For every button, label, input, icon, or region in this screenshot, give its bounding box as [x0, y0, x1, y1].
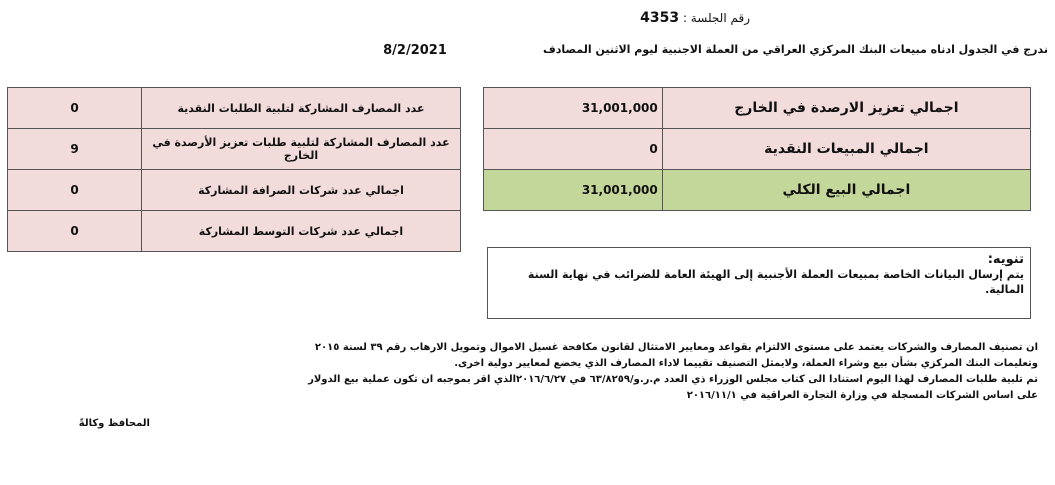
table-cell-label: اجمالي المبيعات النقدية — [662, 129, 1030, 170]
intro-text: ندرج في الجدول ادناه مبيعات البنك المركزي العراقي من العملة الاجنبية ليوم الاثنين المصادف — [542, 43, 1048, 56]
table-cell-label: اجمالي تعزيز الارصدة في الخارج — [662, 88, 1030, 129]
paragraph-line: تم تلبية طلبات المصارف لهذا اليوم استنادا الى كتاب مجلس الوزراء ذي العدد م.ر.و/٦٣/٨٢٥٩ في ٢٠١٦/٦/٢٧الذي اقر بموجبه ان تكون عملية بيع الدولار — [308, 374, 1038, 385]
paragraph-line: ان تصنيف المصارف والشركات يعتمد على مستوى الالتزام بقواعد ومعايير الامتثال لقانون مكافحة غسيل الاموال وتمويل الارهاب رقم ٣٩ لسنة ٢٠١٥ — [314, 342, 1038, 353]
table-cell-value: 31,001,000 — [484, 170, 663, 211]
notice-body: يتم إرسال البيانات الخاصة بمبيعات العملة الأجنبية إلى الهيئة العامة للضرائب في نهاية السنة المالية. — [527, 268, 1024, 296]
report-date: 8/2/2021 — [383, 43, 447, 58]
session-header — [600, 10, 750, 26]
table-cell-value: 31,001,000 — [484, 88, 663, 129]
session-label: رقم الجلسة : — [682, 11, 750, 25]
table-cell-value: 0 — [8, 170, 142, 211]
signature: المحافظ وكالةً — [78, 418, 150, 429]
table-cell-value: 0 — [8, 211, 142, 252]
table-cell-label: عدد المصارف المشاركة لتلبية طلبات تعزيز الأرصدة في الخارج — [142, 129, 461, 170]
table-row — [8, 211, 461, 252]
table-row-total — [484, 170, 1031, 211]
table-cell-label: اجمالي عدد شركات الصرافة المشاركة — [142, 170, 461, 211]
notice-title: تنويه: — [987, 252, 1024, 267]
table-cell-value: 0 — [484, 129, 663, 170]
table-cell-value: 0 — [8, 88, 142, 129]
table-row — [8, 170, 461, 211]
sales-summary-table — [483, 87, 1031, 211]
classification-paragraph — [150, 340, 1038, 404]
participants-table — [7, 87, 461, 252]
session-number: 4353 — [640, 10, 680, 26]
table-row — [484, 88, 1031, 129]
table-cell-label: عدد المصارف المشاركة لتلبية الطلبات النقدية — [142, 88, 461, 129]
table-cell-value: 9 — [8, 129, 142, 170]
paragraph-line: وتعليمات البنك المركزي بشأن بيع وشراء العملة، ولايمثل التصنيف تقييما لاداء المصارف الذي يخضع لمعايير دولية اخرى. — [454, 358, 1038, 369]
table-row — [484, 129, 1031, 170]
paragraph-line: على اساس الشركات المسجلة في وزارة التجارة العراقية في ٢٠١٦/١١/١ — [686, 390, 1038, 401]
table-row — [8, 88, 461, 129]
notice-box — [487, 247, 1031, 319]
table-cell-label: اجمالي البيع الكلي — [662, 170, 1030, 211]
table-cell-label: اجمالي عدد شركات التوسط المشاركة — [142, 211, 461, 252]
table-row — [8, 129, 461, 170]
